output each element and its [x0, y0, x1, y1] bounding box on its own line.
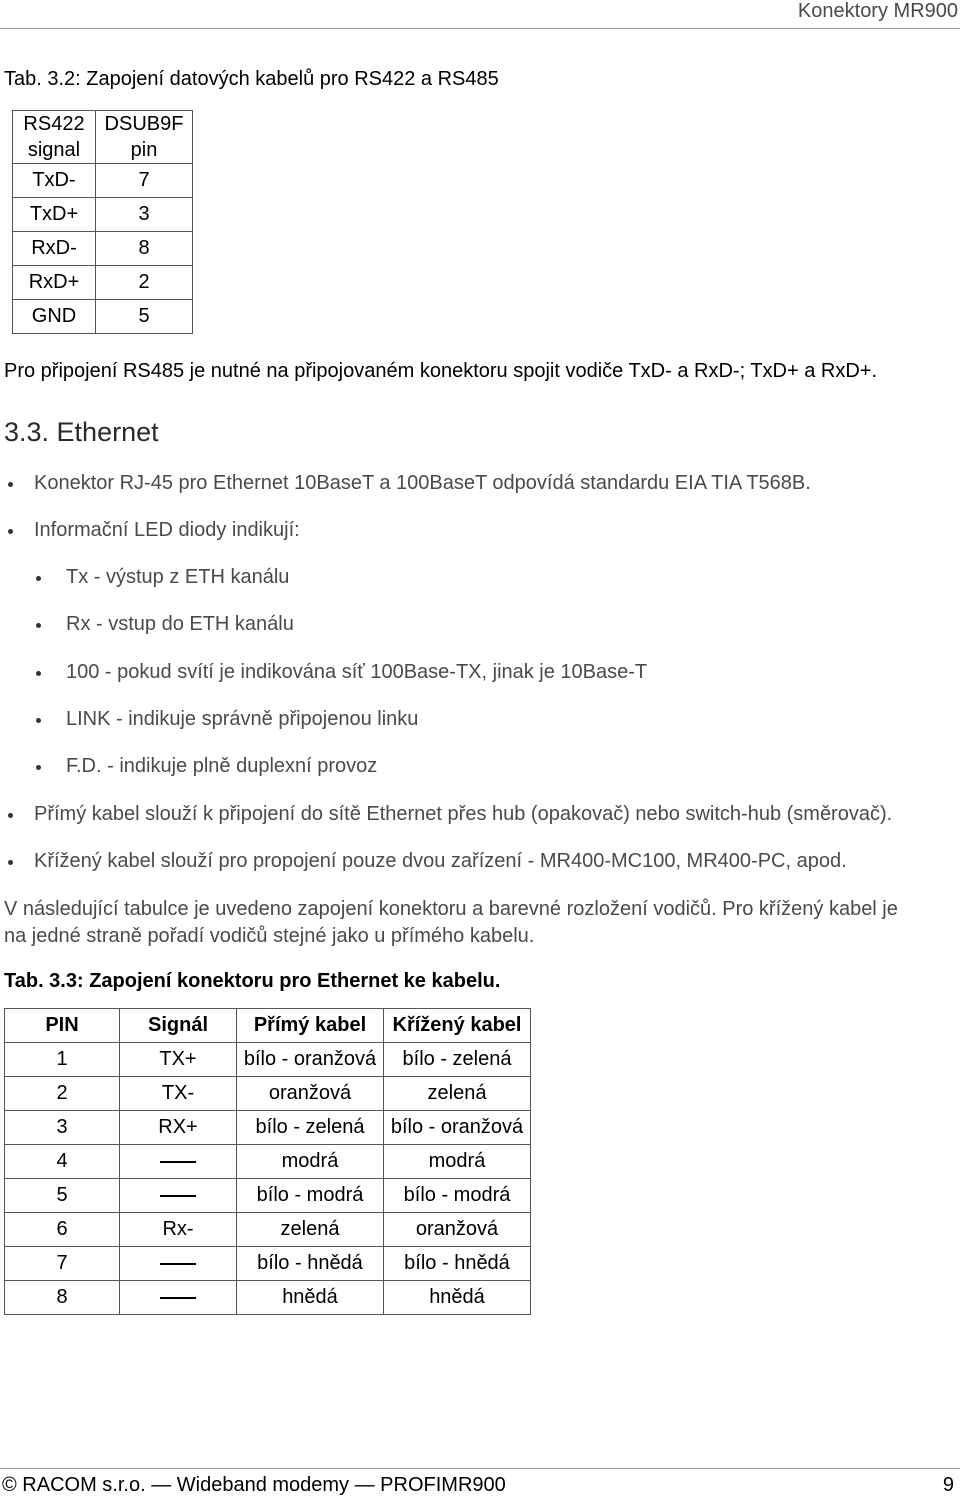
- bullet-icon: [36, 765, 41, 770]
- table1-header-signal-line2: signal: [27, 139, 81, 161]
- table-cell: 7: [96, 164, 193, 198]
- bullet-icon: [8, 813, 13, 818]
- list-item: Informační LED diody indikují:: [34, 519, 300, 541]
- table2-caption: Tab. 3.3: Zapojení konektoru pro Ethernet ke kabelu.: [4, 970, 501, 992]
- table-cell: 5: [96, 300, 193, 334]
- table-cell: 6: [5, 1213, 120, 1247]
- table-cell: bílo - modrá: [237, 1179, 384, 1213]
- table1-header-pin: [96, 111, 193, 164]
- ethernet-pinout-table: [4, 1008, 531, 1315]
- table-cell: RX+: [120, 1111, 237, 1145]
- table-cell: hnědá: [237, 1281, 384, 1315]
- table-row: [5, 1043, 531, 1077]
- table1-header-pin-line1: DSUB9F: [104, 113, 184, 135]
- table-row: [5, 1145, 531, 1179]
- table-row: [5, 1077, 531, 1111]
- dash-icon: [160, 1263, 196, 1265]
- table-row: [5, 1179, 531, 1213]
- table-cell: 7: [5, 1247, 120, 1281]
- footer-divider: [0, 1468, 960, 1469]
- table-cell: [120, 1247, 237, 1281]
- bullet-icon: [36, 671, 41, 676]
- table-cell: zelená: [237, 1213, 384, 1247]
- table-cell: 8: [96, 232, 193, 266]
- table-cell: GND: [13, 300, 96, 334]
- table-cell: modrá: [237, 1145, 384, 1179]
- footer-text: © RACOM s.r.o. — Wideband modemy — PROFIMR900: [2, 1474, 506, 1496]
- table-row: [5, 1281, 531, 1315]
- table-cell: modrá: [384, 1145, 531, 1179]
- bullet-icon: [8, 482, 13, 487]
- table-cell: bílo - modrá: [384, 1179, 531, 1213]
- list-item: LINK - indikuje správně připojenou linku: [66, 708, 419, 730]
- rs485-note: Pro připojení RS485 je nutné na připojovaném konektoru spojit vodiče TxD- a RxD-; TxD+ a RxD+.: [4, 360, 878, 382]
- table-cell: Rx-: [120, 1213, 237, 1247]
- paragraph-line: na jedné straně pořadí vodičů stejné jako u přímého kabelu.: [4, 925, 535, 947]
- table-cell: bílo - hnědá: [384, 1247, 531, 1281]
- table-cell: 4: [5, 1145, 120, 1179]
- table-cell: bílo - oranžová: [237, 1043, 384, 1077]
- list-item: Křížený kabel slouží pro propojení pouze dvou zařízení - MR400-MC100, MR400-PC, apod.: [34, 850, 847, 872]
- table-row: [13, 266, 193, 300]
- table1-header-signal: [13, 111, 96, 164]
- bullet-icon: [8, 860, 13, 865]
- table-cell: hnědá: [384, 1281, 531, 1315]
- dash-icon: [160, 1161, 196, 1163]
- table-cell: TX-: [120, 1077, 237, 1111]
- dash-icon: [160, 1195, 196, 1197]
- table-cell: bílo - zelená: [384, 1043, 531, 1077]
- section-heading: 3.3. Ethernet: [4, 417, 159, 447]
- bullet-icon: [36, 623, 41, 628]
- table-cell: bílo - zelená: [237, 1111, 384, 1145]
- table-row: [5, 1213, 531, 1247]
- table-cell: 3: [5, 1111, 120, 1145]
- table-cell: 5: [5, 1179, 120, 1213]
- table2-header-crossed: Křížený kabel: [384, 1009, 531, 1043]
- list-item: Přímý kabel slouží k připojení do sítě Ethernet přes hub (opakovač) nebo switch-hub (směrovač).: [34, 803, 893, 825]
- table-row: [13, 164, 193, 198]
- table-cell: 2: [5, 1077, 120, 1111]
- table-cell: 3: [96, 198, 193, 232]
- table-row: [5, 1111, 531, 1145]
- table2-header-signal: Signál: [120, 1009, 237, 1043]
- table-cell: [120, 1145, 237, 1179]
- list-item: F.D. - indikuje plně duplexní provoz: [66, 755, 378, 777]
- rs422-table: [12, 110, 193, 334]
- table1-header-signal-line1: RS422: [23, 113, 85, 135]
- table-cell: 8: [5, 1281, 120, 1315]
- table-cell: bílo - oranžová: [384, 1111, 531, 1145]
- table-cell: zelená: [384, 1077, 531, 1111]
- bullet-icon: [8, 529, 13, 534]
- table-cell: RxD+: [13, 266, 96, 300]
- list-item: Rx - vstup do ETH kanálu: [66, 613, 294, 635]
- table-cell: [120, 1179, 237, 1213]
- table-cell: TX+: [120, 1043, 237, 1077]
- table1-caption: Tab. 3.2: Zapojení datových kabelů pro RS422 a RS485: [4, 68, 499, 90]
- table2-header-pin: PIN: [5, 1009, 120, 1043]
- page-number: 9: [942, 1474, 954, 1496]
- table-cell: bílo - hnědá: [237, 1247, 384, 1281]
- list-item: Tx - výstup z ETH kanálu: [66, 566, 290, 588]
- table2-header-straight: Přímý kabel: [237, 1009, 384, 1043]
- paragraph-line: V následující tabulce je uvedeno zapojení konektoru a barevné rozložení vodičů. Pro křížený kabel je: [4, 898, 898, 920]
- table-row: [5, 1247, 531, 1281]
- running-header: Konektory MR900: [797, 0, 958, 22]
- table-cell: RxD-: [13, 232, 96, 266]
- list-item: 100 - pokud svítí je indikována síť 100Base-TX, jinak je 10Base-T: [66, 661, 648, 683]
- bullet-icon: [36, 718, 41, 723]
- table-cell: TxD+: [13, 198, 96, 232]
- list-item: Konektor RJ-45 pro Ethernet 10BaseT a 100BaseT odpovídá standardu EIA TIA T568B.: [34, 472, 811, 494]
- bullet-icon: [36, 576, 41, 581]
- table-cell: oranžová: [384, 1213, 531, 1247]
- dash-icon: [160, 1297, 196, 1299]
- table1-header-pin-line2: pin: [130, 139, 158, 161]
- table-row: [13, 232, 193, 266]
- table-cell: TxD-: [13, 164, 96, 198]
- table-cell: 2: [96, 266, 193, 300]
- table-row: [13, 198, 193, 232]
- table-cell: [120, 1281, 237, 1315]
- table-row: [13, 300, 193, 334]
- table-cell: oranžová: [237, 1077, 384, 1111]
- header-divider: [0, 28, 960, 29]
- table-cell: 1: [5, 1043, 120, 1077]
